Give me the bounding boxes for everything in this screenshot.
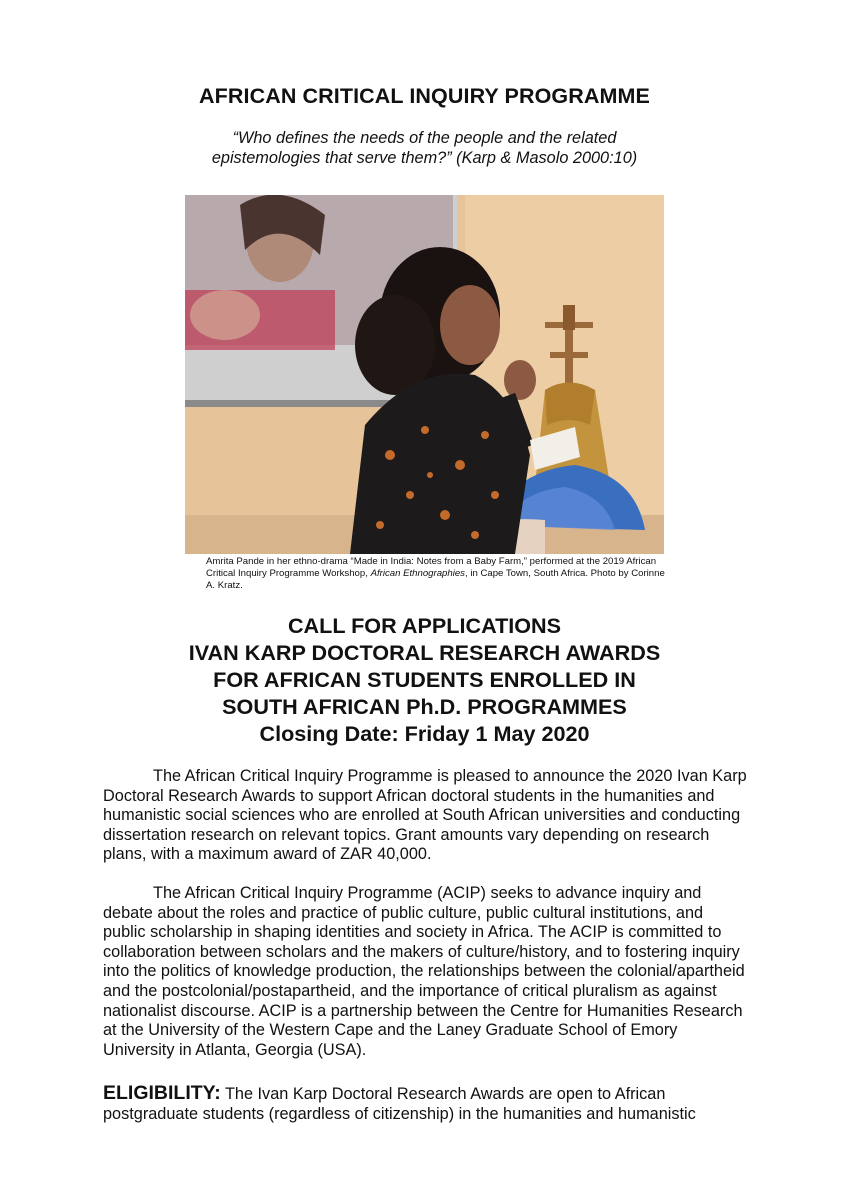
quote-line-1: “Who defines the needs of the people and the related: [232, 129, 617, 147]
page-title: AFRICAN CRITICAL INQUIRY PROGRAMME: [199, 84, 650, 108]
call-line-4: SOUTH AFRICAN Ph.D. PROGRAMMES: [222, 694, 627, 719]
eligibility-paragraph: ELIGIBILITY: The Ivan Karp Doctoral Research Awards are open to African postgraduate students (regardless of citizenship) in the humanities and humanistic: [103, 1082, 696, 1123]
photo-caption: Amrita Pande in her ethno-drama “Made in India: Notes from a Baby Farm,” performed at the 2019 African Critical Inquiry Programme Workshop, African Ethnographies, in Cape Town, South Africa. Photo by Corinne A. Kratz.: [206, 556, 665, 591]
call-for-applications-heading: [0, 612, 849, 747]
workshop-photo: [185, 195, 664, 554]
closing-date: Closing Date: Friday 1 May 2020: [259, 721, 590, 746]
call-line-1: CALL FOR APPLICATIONS: [287, 613, 562, 638]
intro-paragraph: The African Critical Inquiry Programme is pleased to announce the 2020 Ivan Karp Doctoral Research Awards to support African doctoral students in the humanities and humanistic social sciences who are enrolled at South African universities and conducting dissertation research on relevant topics. Grant amounts vary depending on research plans, with a maximum award of ZAR 40,000.: [103, 767, 747, 864]
epigraph-quote: [0, 128, 849, 168]
quote-line-2: epistemologies that serve them?” (Karp & Masolo 2000:10): [211, 149, 638, 167]
call-line-3: FOR AFRICAN STUDENTS ENROLLED IN: [213, 667, 636, 692]
acip-paragraph: The African Critical Inquiry Programme (ACIP) seeks to advance inquiry and debate about the roles and practice of public culture, public cultural institutions, and public scholarship in shaping identities and society in Africa. The ACIP is committed to collaboration between scholars and the makers of culture/history, and to fostering inquiry into the politics of knowledge production, the relationships between the colonial/apartheid and the postcolonial/postapartheid, and the importance of critical pluralism as against nationalist discourse. ACIP is a partnership between the Centre for Humanities Research at the University of the Western Cape and the Laney Graduate School of Emory University in Atlanta, Georgia (USA).: [103, 884, 745, 1059]
eligibility-label: ELIGIBILITY:: [103, 1082, 221, 1104]
call-line-2: IVAN KARP DOCTORAL RESEARCH AWARDS: [188, 640, 661, 665]
